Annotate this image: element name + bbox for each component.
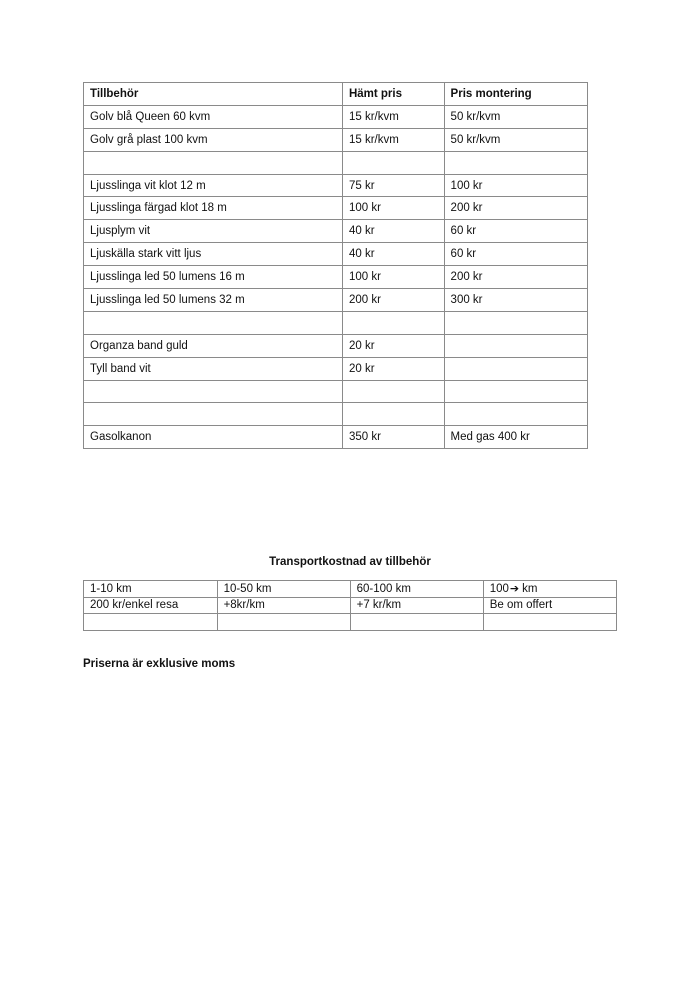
table-cell xyxy=(350,614,483,631)
table-cell: Med gas 400 kr xyxy=(444,426,587,449)
table-cell: 200 kr/enkel resa xyxy=(84,597,218,614)
table-cell: 50 kr/kvm xyxy=(444,128,587,151)
table-cell: 15 kr/kvm xyxy=(342,128,444,151)
table-cell: Ljusslinga färgad klot 18 m xyxy=(84,197,343,220)
table-cell: 60 kr xyxy=(444,220,587,243)
table-cell: 20 kr xyxy=(342,357,444,380)
table-cell: +7 kr/km xyxy=(350,597,483,614)
table-cell: 100 kr xyxy=(444,174,587,197)
table-cell: 200 kr xyxy=(444,197,587,220)
table-cell xyxy=(444,334,587,357)
table-cell xyxy=(84,614,218,631)
table-row xyxy=(84,128,588,151)
table-cell: 300 kr xyxy=(444,289,587,312)
table-cell xyxy=(84,311,343,334)
table-row xyxy=(84,220,588,243)
table-cell xyxy=(342,380,444,403)
table-cell: Ljusslinga led 50 lumens 32 m xyxy=(84,289,343,312)
table-cell xyxy=(84,151,343,174)
table-cell xyxy=(483,614,616,631)
table-cell xyxy=(444,403,587,426)
table-cell: 75 kr xyxy=(342,174,444,197)
distance-prefix: 100 xyxy=(489,583,509,596)
table-row xyxy=(84,426,588,449)
table-header-row xyxy=(84,83,588,106)
table-row-empty xyxy=(84,151,588,174)
table-cell: 100 kr xyxy=(342,266,444,289)
table-row-empty xyxy=(84,403,588,426)
table-cell: 200 kr xyxy=(444,266,587,289)
table-cell xyxy=(444,380,587,403)
table-row xyxy=(84,289,588,312)
table-cell: +8kr/km xyxy=(217,597,350,614)
table-row-empty xyxy=(84,311,588,334)
table-cell xyxy=(84,403,343,426)
table-cell: Gasolkanon xyxy=(84,426,343,449)
table-cell: 200 kr xyxy=(342,289,444,312)
table-row-empty xyxy=(84,380,588,403)
table-row xyxy=(84,243,588,266)
table-cell: 60-100 km xyxy=(350,581,483,598)
table-cell: Ljuskälla stark vitt ljus xyxy=(84,243,343,266)
distance-suffix: km xyxy=(522,583,538,596)
table-cell xyxy=(342,151,444,174)
accessories-price-table xyxy=(83,82,588,449)
table-cell: 1-10 km xyxy=(84,581,218,598)
column-header-installation-price: Pris montering xyxy=(444,83,587,106)
table-cell: 10-50 km xyxy=(217,581,350,598)
table-cell: 60 kr xyxy=(444,243,587,266)
transport-cost-table xyxy=(83,580,617,631)
table-row xyxy=(84,174,588,197)
table-row-empty xyxy=(84,614,617,631)
table-cell xyxy=(444,151,587,174)
table-cell: 15 kr/kvm xyxy=(342,105,444,128)
column-header-pickup-price: Hämt pris xyxy=(342,83,444,106)
table-row-distance xyxy=(84,581,617,598)
table-row xyxy=(84,266,588,289)
table-row xyxy=(84,105,588,128)
table-cell xyxy=(444,357,587,380)
table-cell: 20 kr xyxy=(342,334,444,357)
table-cell: 100 kr xyxy=(342,197,444,220)
table-cell: 40 kr xyxy=(342,243,444,266)
table-cell: Golv blå Queen 60 kvm xyxy=(84,105,343,128)
table-cell xyxy=(342,311,444,334)
right-arrow-icon: ➔ xyxy=(509,583,520,596)
vat-note: Priserna är exklusive moms xyxy=(83,658,236,670)
table-row xyxy=(84,334,588,357)
column-header-accessory: Tillbehör xyxy=(84,83,343,106)
transport-cost-heading: Transportkostnad av tillbehör xyxy=(269,556,431,568)
table-cell xyxy=(342,403,444,426)
table-cell xyxy=(217,614,350,631)
table-cell: Organza band guld xyxy=(84,334,343,357)
table-cell xyxy=(483,581,616,598)
table-row-price xyxy=(84,597,617,614)
table-cell xyxy=(84,380,343,403)
table-cell: Ljusplym vit xyxy=(84,220,343,243)
table-cell: 50 kr/kvm xyxy=(444,105,587,128)
table-row xyxy=(84,357,588,380)
table-cell: 350 kr xyxy=(342,426,444,449)
table-cell: Ljusslinga led 50 lumens 16 m xyxy=(84,266,343,289)
table-row xyxy=(84,197,588,220)
table-cell xyxy=(444,311,587,334)
table-cell: Tyll band vit xyxy=(84,357,343,380)
table-cell: Ljusslinga vit klot 12 m xyxy=(84,174,343,197)
table-cell: 40 kr xyxy=(342,220,444,243)
table-cell: Golv grå plast 100 kvm xyxy=(84,128,343,151)
table-cell: Be om offert xyxy=(483,597,616,614)
